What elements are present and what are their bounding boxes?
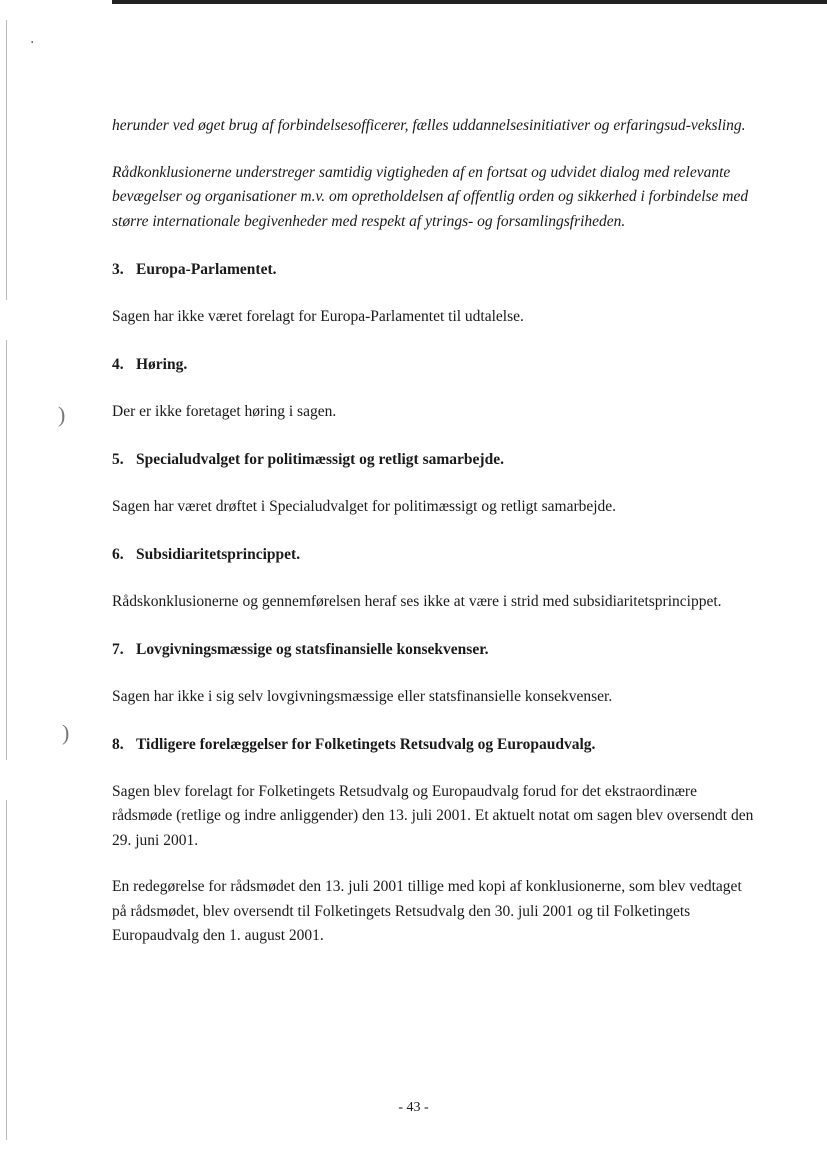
section-heading bbox=[112, 353, 760, 378]
page-number: - 43 - bbox=[398, 1100, 429, 1115]
section-heading bbox=[112, 258, 760, 283]
section-title: Høring. bbox=[136, 356, 188, 373]
intro-paragraph: Rådkonklusionerne understreger samtidig vigtigheden af en fortsat og udvidet dialog med relevante bevægelser og organisationer m.v. om opretholdelsen af offentlig orden og sikkerhed i forbindelse med større internationale begivenheder med respekt af ytrings- og forsamlingsfriheden. bbox=[112, 163, 749, 230]
section-title: Specialudvalget for politimæssigt og retligt samarbejde. bbox=[136, 451, 504, 468]
section-heading bbox=[112, 543, 760, 568]
section-paragraph: Sagen har været drøftet i Specialudvalget for politimæssigt og retligt samarbejde. bbox=[112, 497, 617, 515]
top-border-rule bbox=[112, 0, 827, 4]
scan-edge-line bbox=[6, 340, 7, 760]
intro-paragraph: herunder ved øget brug af forbindelsesofficerer, fælles uddannelsesinitiativer og erfaringsud-veksling. bbox=[112, 117, 746, 134]
section-heading bbox=[112, 638, 760, 663]
section-number: 4. bbox=[112, 356, 124, 373]
section-paragraph: Der er ikke foretaget høring i sagen. bbox=[112, 402, 337, 420]
section-number: 3. bbox=[112, 261, 124, 278]
section-subsidiaritetsprincippet bbox=[112, 543, 760, 614]
section-number: 6. bbox=[112, 546, 124, 563]
section-title: Lovgivningsmæssige og statsfinansielle konsekvenser. bbox=[136, 641, 489, 658]
section-number: 5. bbox=[112, 451, 124, 468]
section-number: 8. bbox=[112, 736, 124, 753]
section-paragraph: En redegørelse for rådsmødet den 13. juli 2001 tillige med kopi af konklusionerne, som blev vedtaget på rådsmødet, blev oversendt til Folketingets Retsudvalg den 30. juli 2001 og til Folketingets Europaudvalg den 1. august 2001. bbox=[112, 878, 742, 944]
section-hoering bbox=[112, 353, 760, 424]
scan-mark: ) bbox=[62, 720, 70, 745]
scan-mark: ) bbox=[58, 402, 66, 427]
section-paragraph: Sagen har ikke i sig selv lovgivningsmæssige eller statsfinansielle konsekvenser. bbox=[112, 687, 613, 705]
section-paragraph: Rådskonklusionerne og gennemførelsen heraf ses ikke at være i strid med subsidiaritetsprincippet. bbox=[112, 592, 722, 610]
section-specialudvalget bbox=[112, 448, 760, 519]
scan-edge-line bbox=[6, 20, 7, 300]
section-title: Tidligere forelæggelser for Folketingets Retsudvalg og Europaudvalg. bbox=[136, 736, 596, 753]
scan-edge-line bbox=[6, 800, 7, 1140]
section-paragraph: Sagen har ikke været forelagt for Europa-Parlamentet til udtalelse. bbox=[112, 307, 524, 325]
section-number: 7. bbox=[112, 641, 124, 658]
section-title: Europa-Parlamentet. bbox=[136, 261, 277, 278]
section-konsekvenser bbox=[112, 638, 760, 709]
section-heading bbox=[112, 448, 760, 473]
section-europa-parlamentet bbox=[112, 258, 760, 329]
section-heading bbox=[112, 733, 760, 758]
section-tidligere-forelaeggelser bbox=[112, 733, 760, 949]
document-body bbox=[112, 114, 760, 949]
section-paragraph: Sagen blev forelagt for Folketingets Retsudvalg og Europaudvalg forud for det ekstraordinære rådsmøde (retlige og indre anliggender) den 13. juli 2001. Et aktuelt notat om sagen blev oversendt den 29. juni 2001. bbox=[112, 782, 754, 849]
scan-speck: · bbox=[30, 35, 35, 51]
section-title: Subsidiaritetsprincippet. bbox=[136, 546, 301, 563]
